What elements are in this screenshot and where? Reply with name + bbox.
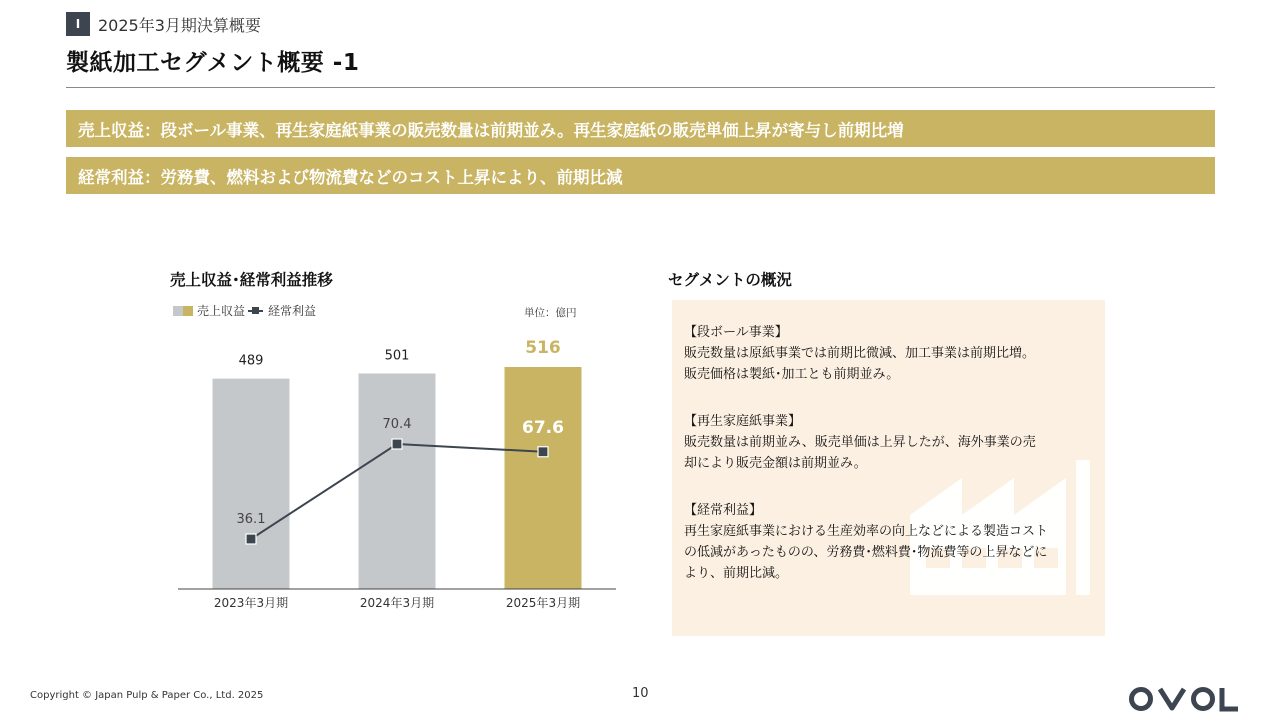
ovol-logo: [1128, 686, 1240, 712]
segment-heading: 【段ボール事業】: [684, 325, 788, 340]
revenue-value-label: 501: [384, 348, 410, 364]
profit-point: [538, 447, 548, 457]
title-divider: [66, 87, 1215, 88]
segment-title: セグメントの概況: [668, 271, 792, 289]
profit-point: [246, 534, 256, 544]
chart-unit: 単位：億円: [524, 307, 577, 319]
profit-point: [392, 439, 402, 449]
segment-overview-panel: [672, 300, 1105, 636]
legend-revenue-label: 売上収益: [197, 304, 246, 318]
legend-revenue-swatch-gold: [183, 306, 193, 316]
segment-line: の低減があったものの、労務費･燃料費･物流費等の上昇などに: [684, 545, 1048, 560]
chart-legend: [173, 302, 316, 319]
page-number: 10: [632, 686, 649, 701]
revenue-value-label: 489: [238, 353, 264, 369]
revenue-bar: [359, 373, 436, 589]
profit-summary-banner: 経常利益：労務費、燃料および物流費などのコスト上昇により、前期比減: [66, 157, 1215, 194]
segment-item-corrugated: [684, 322, 1096, 385]
x-tick-label: 2023年3月期: [213, 596, 289, 610]
segment-item-household-paper: [684, 411, 1096, 474]
chart-title: 売上収益･経常利益推移: [170, 271, 333, 289]
segment-line: 却により販売金額は前期並み。: [684, 456, 867, 471]
segment-line: より、前期比減。: [684, 566, 789, 581]
x-tick-label: 2025年3月期: [505, 596, 581, 610]
revenue-bar: [213, 379, 290, 589]
legend-revenue-swatch-gray: [173, 306, 183, 316]
segment-line: 販売数量は原紙事業では前期比微減、加工事業は前期比増。: [684, 346, 1036, 361]
profit-value-label: 70.4: [382, 417, 412, 432]
segment-item-ordinary-profit: [684, 500, 1096, 584]
revenue-value-label: 516: [525, 338, 561, 359]
profit-value-label: 36.1: [236, 512, 266, 527]
legend-profit-label: 経常利益: [268, 304, 317, 318]
profit-value-label: 67.6: [522, 417, 564, 438]
segment-heading: 【再生家庭紙事業】: [684, 414, 802, 429]
revenue-summary-banner: 売上収益：段ボール事業、再生家庭紙事業の販売数量は前期並み。再生家庭紙の販売単価上昇が寄与し前期比増: [66, 110, 1215, 147]
segment-line: 再生家庭紙事業における生産効率の向上などによる製造コスト: [684, 524, 1049, 539]
segment-line: 販売数量は前期並み、販売単価は上昇したが、海外事業の売: [684, 435, 1036, 450]
section-tag: [66, 12, 261, 36]
copyright: Copyright © Japan Pulp & Paper Co., Ltd. 2025: [30, 690, 264, 701]
segment-heading: 【経常利益】: [684, 503, 763, 518]
revenue-bar: [505, 367, 582, 589]
section-title: 2025年3月期決算概要: [98, 15, 261, 35]
page-title: 製紙加工セグメント概要 -1: [66, 50, 360, 76]
section-number: Ⅰ: [66, 12, 90, 36]
legend-profit-marker: [248, 307, 263, 314]
x-tick-label: 2024年3月期: [359, 596, 435, 610]
segment-line: 販売価格は製紙･加工とも前期並み。: [684, 367, 900, 382]
revenue-profit-chart: [170, 320, 630, 620]
